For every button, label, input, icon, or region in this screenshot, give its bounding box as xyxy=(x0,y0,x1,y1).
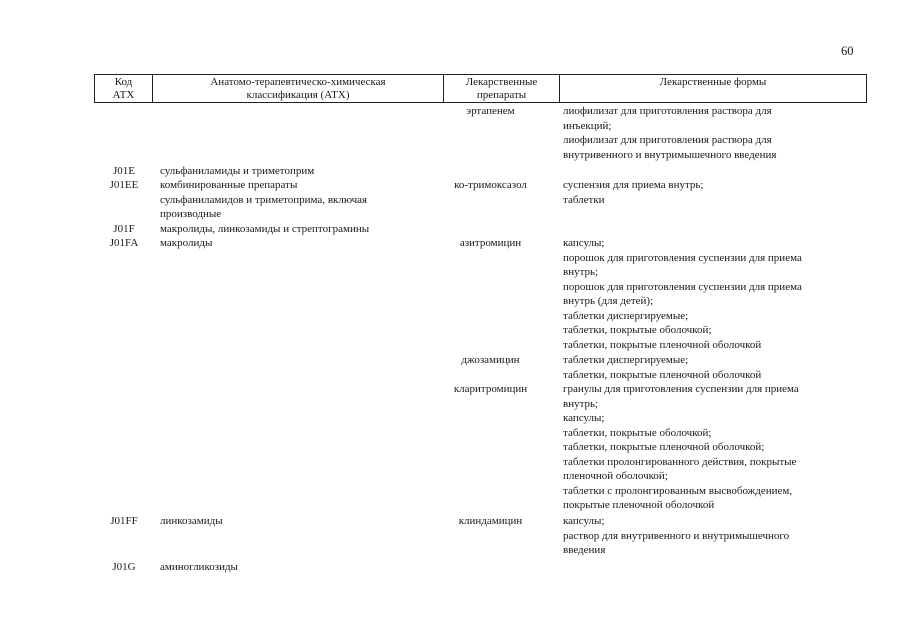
dosage-form-line: инъекций; xyxy=(563,119,612,132)
classification-line: производные xyxy=(160,208,222,220)
dosage-form-line: капсулы; xyxy=(563,237,605,249)
table-header xyxy=(94,74,867,103)
atc-code: J01FF xyxy=(110,515,138,527)
atc-classification xyxy=(160,178,430,222)
dosage-form-line: покрытые пленочной оболочкой xyxy=(563,499,715,511)
classification-line: комбинированные препараты xyxy=(160,179,298,191)
classification-line: макролиды xyxy=(160,237,213,249)
header-code-label: Код АТХ xyxy=(112,76,135,101)
dosage-forms xyxy=(563,514,863,558)
dosage-form-line: порошок для приготовления суспензии для приема xyxy=(563,280,802,293)
dosage-form-line: внутривенного и внутримышечного введения xyxy=(563,148,777,161)
dosage-form-line: таблетки диспергируемые; xyxy=(563,354,689,366)
drug-name: кларитромицин xyxy=(453,383,528,395)
atc-code: J01F xyxy=(113,223,135,235)
dosage-forms xyxy=(563,178,863,207)
atc-code: J01FA xyxy=(109,237,139,249)
classification-line: линкозамиды xyxy=(160,515,223,527)
dosage-form-line: гранулы для приготовления суспензии для приема xyxy=(563,383,799,395)
dosage-form-line: лиофилизат для приготовления раствора для xyxy=(563,105,772,117)
classification-line: макролиды, линкозамиды и стрептограмины xyxy=(160,223,370,235)
dosage-form-line: таблетки с пролонгированным высвобождением, xyxy=(563,484,793,497)
dosage-form-line: таблетки, покрытые пленочной оболочкой; xyxy=(563,441,765,453)
dosage-form-line: суспензия для приема внутрь; xyxy=(563,179,704,191)
dosage-form-line: капсулы; xyxy=(563,412,605,424)
atc-classification xyxy=(160,164,430,179)
classification-line: сульфаниламидов и триметоприма, включая xyxy=(160,193,368,206)
atc-code: J01G xyxy=(112,561,136,573)
header-forms-label: Лекарственные формы xyxy=(659,76,767,88)
dosage-form-line: таблетки, покрытые пленочной оболочкой xyxy=(563,368,762,381)
header-code xyxy=(95,75,153,102)
classification-line: сульфаниламиды и триметоприм xyxy=(160,165,315,177)
dosage-forms xyxy=(563,104,863,162)
dosage-form-line: таблетки, покрытые пленочной оболочкой xyxy=(563,338,762,351)
dosage-form-line: таблетки пролонгированного действия, покрытые xyxy=(563,455,797,468)
dosage-form-line: пленочной оболочкой; xyxy=(563,470,668,482)
dosage-form-line: таблетки, покрытые оболочкой; xyxy=(563,426,712,439)
dosage-form-line: внутрь; xyxy=(563,397,599,410)
dosage-forms xyxy=(563,382,863,513)
drug-name: джозамицин xyxy=(461,354,520,366)
header-drugs-label: Лекарственные препараты xyxy=(465,76,538,101)
dosage-form-line: таблетки диспергируемые; xyxy=(563,309,689,322)
classification-line: аминогликозиды xyxy=(160,561,238,573)
dosage-form-line: раствор для внутривенного и внутримышечного xyxy=(563,529,790,542)
header-classification-label: Анатомо-терапевтическо-химическая классификация (АТХ) xyxy=(210,76,386,101)
dosage-form-line: порошок для приготовления суспензии для приема xyxy=(563,251,802,264)
dosage-forms xyxy=(563,236,863,352)
drug-name: ко-тримоксазол xyxy=(454,179,527,191)
atc-classification xyxy=(160,222,430,237)
header-drugs xyxy=(444,75,560,102)
drug-name: клиндамицин xyxy=(458,515,523,527)
drug-name: азитромицин xyxy=(459,237,522,249)
dosage-form-line: внутрь; xyxy=(563,266,599,278)
dosage-form-line: введения xyxy=(563,544,606,556)
atc-code: J01E xyxy=(113,165,135,177)
header-forms xyxy=(560,75,866,102)
dosage-form-line: лиофилизат для приготовления раствора для xyxy=(563,134,772,146)
dosage-forms xyxy=(563,353,863,382)
atc-classification xyxy=(160,560,430,575)
dosage-form-line: таблетки xyxy=(563,193,605,206)
dosage-form-line: внутрь (для детей); xyxy=(563,295,654,307)
drug-name: эртапенем xyxy=(466,105,515,117)
dosage-form-line: таблетки, покрытые оболочкой; xyxy=(563,324,712,336)
atc-classification xyxy=(160,236,430,251)
atc-classification xyxy=(160,514,430,529)
dosage-form-line: капсулы; xyxy=(563,515,605,527)
header-classification xyxy=(153,75,444,102)
page-number: 60 xyxy=(841,44,854,58)
atc-code: J01EE xyxy=(109,179,139,191)
